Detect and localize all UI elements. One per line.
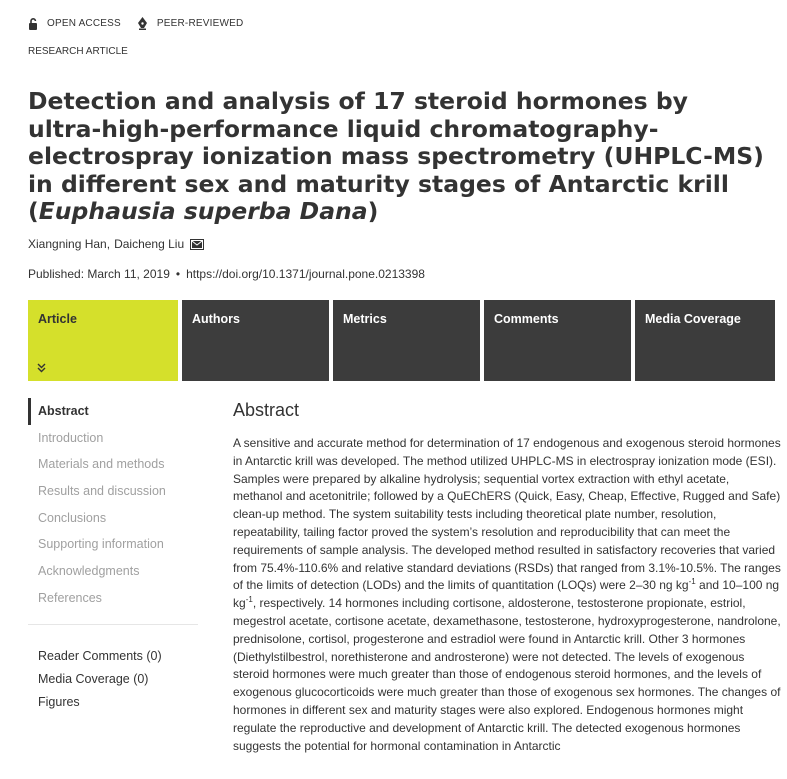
tab-comments[interactable] — [484, 300, 631, 381]
tab-authors[interactable] — [182, 300, 329, 381]
publication-info — [28, 267, 425, 281]
separator-dot: • — [175, 267, 181, 281]
author-list — [28, 237, 204, 251]
abstract-section — [233, 398, 781, 755]
abstract-part-1: A sensitive and accurate method for determination of 17 endogenous and exogenous steroid hormones in Antarctic krill was developed. The method utilized UHPLC-MS in electrospray ionization mode (ESI). Samples were prepared by alkaline hydrolysis; sequential vortex extraction with ethyl acetate, methanol and acetonitrile; followed by a QuEChERS (Quick, Easy, Cheap, Effective, Rugged and Safe) clean-up method. The system suitability tests including theoretical plate number, resolution, repeatability, tailing factor proved the system’s resolution and reproducibility that can meet the requirements of sample analysis. The developed method resulted in satisfactory recoveries that varied from 75.4%-110.6% and relative standard deviations (RSDs) that ranged from 3.1%-10.5%. The ranges of the limits of detection (LODs) and the limits of quantitation (LOQs) were 2–30 ng kg — [233, 436, 781, 593]
tab-metrics[interactable] — [333, 300, 480, 381]
article-tabs — [28, 300, 775, 381]
title-close: ) — [367, 197, 379, 225]
published-date: Published: March 11, 2019 — [28, 267, 170, 281]
title-main: Detection and analysis of 17 steroid hormones by ultra-high-performance liquid chromatography-electrospray ionization mass spectrometry (UHPLC-MS) in different sex and maturity stages of Antarctic krill ( — [28, 87, 764, 225]
reader-comments-link[interactable]: Reader Comments (0) — [38, 648, 162, 663]
abstract-part-2: and 10–100 ng kg — [233, 578, 780, 611]
tab-article[interactable] — [28, 300, 178, 381]
title-species: Euphausia superba Dana — [38, 197, 368, 225]
nav-item-supporting-information[interactable]: Supporting information — [38, 537, 164, 552]
abstract-part-3: , respectively. 14 hormones including cortisone, aldosterone, testosterone propionate, estriol, megestrol acetate, cortisone acetate, dexamethasone, testosterone, hydroxyprogesterone, nandrolone, prednisolone, cortisol, progesterone and estradiol were found in Antarctic krill. Other 3 hormones (Diethylstilbestrol, norethisterone and androsterone) were not detected. The levels of exogenous steroid hormones were much greater than those of endogenous steroid hormones, and the levels of exogenous glucocorticoids were much greater than those of exogenous sex hormones. The changes of hormones in different sex and maturity stages were also explored. Endogenous hormones might regulate the reproductive and development of Antarctic krill. The detected exogenous hormones suggests the potential for hormonal contamination in Antarctic — [233, 596, 781, 753]
figures-link[interactable]: Figures — [38, 694, 80, 709]
nav-item-introduction[interactable]: Introduction — [38, 430, 104, 445]
nav-item-conclusions[interactable]: Conclusions — [38, 510, 107, 525]
nav-item-results-and-discussion[interactable]: Results and discussion — [38, 484, 166, 499]
nav-item-references[interactable]: References — [38, 590, 102, 605]
tab-label: Article — [38, 312, 77, 326]
pen-nib-icon — [137, 17, 148, 30]
nav-item-abstract[interactable]: Abstract — [28, 398, 208, 425]
author-link[interactable]: Xiangning Han, — [28, 237, 111, 251]
tab-label: Metrics — [343, 312, 387, 326]
doi-link[interactable]: https://doi.org/10.1371/journal.pone.0213398 — [186, 267, 425, 281]
open-access-badge[interactable] — [28, 18, 121, 30]
envelope-icon[interactable] — [190, 239, 204, 250]
abstract-text — [233, 435, 781, 755]
article-type: RESEARCH ARTICLE — [28, 46, 128, 57]
tab-label: Authors — [192, 312, 240, 326]
superscript: -1 — [245, 595, 253, 605]
section-nav — [28, 398, 208, 714]
article-title — [28, 88, 768, 226]
peer-reviewed-label: PEER-REVIEWED — [156, 18, 244, 29]
author-link[interactable]: Daicheng Liu — [114, 237, 185, 251]
open-access-label: OPEN ACCESS — [47, 18, 121, 29]
nav-item-acknowledgments[interactable]: Acknowledgments — [38, 564, 140, 579]
peer-reviewed-badge[interactable] — [137, 17, 244, 30]
tab-label: Comments — [494, 312, 559, 326]
tab-media-coverage[interactable] — [635, 300, 775, 381]
access-badges — [28, 17, 259, 30]
nav-item-materials-and-methods[interactable]: Materials and methods — [38, 457, 165, 472]
superscript: -1 — [688, 577, 696, 587]
double-chevron-down-icon — [37, 363, 46, 373]
nav-divider — [28, 624, 198, 645]
abstract-heading: Abstract — [233, 400, 300, 420]
tab-label: Media Coverage — [645, 312, 741, 326]
media-coverage-link[interactable]: Media Coverage (0) — [38, 671, 149, 686]
open-lock-icon — [28, 18, 38, 30]
